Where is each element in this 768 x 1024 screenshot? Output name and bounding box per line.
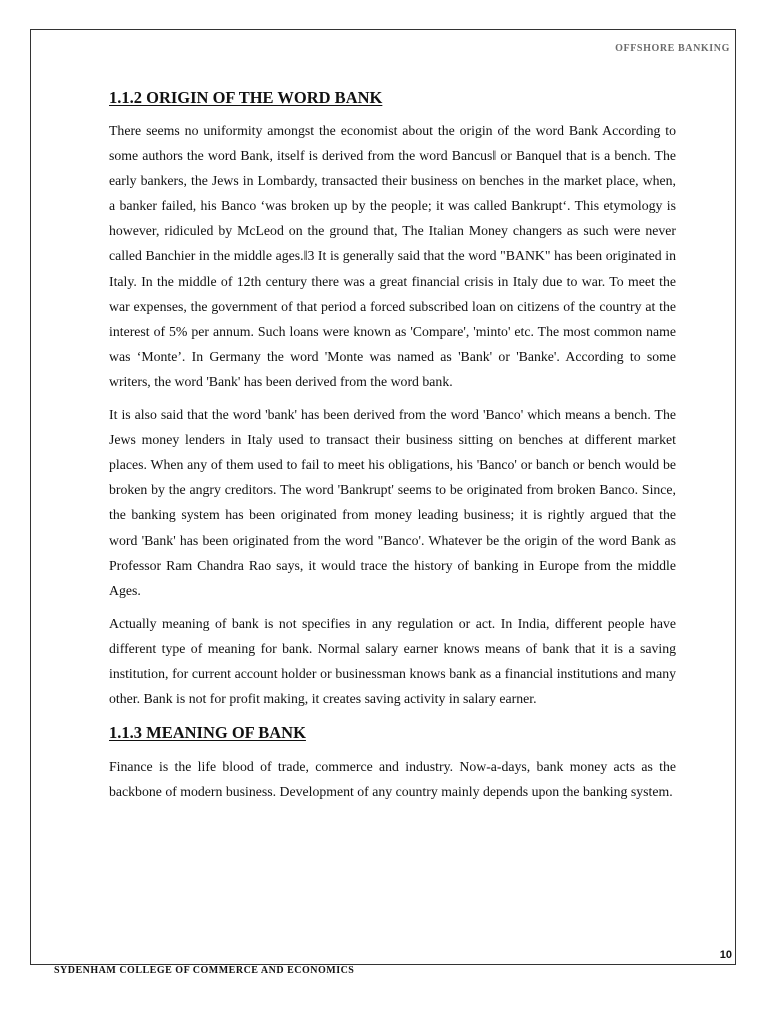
paragraph-origin-2: It is also said that the word 'bank' has been derived from the word 'Banco' which means a bench. The Jews money lenders in Italy used to transact their business sitting on benches at different market places. When any of them used to fail to meet his obligations, his 'Banco' or banch or bench would be broken by the angry creditors. The word 'Bankrupt' seems to be originated from broken Banco. Since, the banking system has been originated from money leading business; it is rightly argued that the word 'Bank' has been originated from the word "Banco'. Whatever be the origin of the word Bank as Professor Ram Chandra Rao says, it would trace the history of banking in Europe from the middle Ages.	[109, 407, 676, 598]
running-header: OFFSHORE BANKING	[615, 43, 730, 54]
paragraph-meaning-1: Finance is the life blood of trade, commerce and industry. Now-a-days, bank money acts as the backbone of modern business. Development of any country mainly depends upon the banking system.	[109, 759, 676, 800]
footer-institution: SYDENHAM COLLEGE OF COMMERCE AND ECONOMICS	[54, 965, 355, 976]
paragraph-origin-3: Actually meaning of bank is not specifies in any regulation or act. In India, different people have different type of meaning for bank. Normal salary earner knows means of bank that it is a saving institution, for current account holder or businessman knows bank as a financial institutions and many other. Bank is not for profit making, it creates saving activity in salary earner.	[109, 615, 676, 707]
paragraph-origin-1: There seems no uniformity amongst the economist about the origin of the word Bank According to some authors the word Bank, itself is derived from the word Bancus‖ or Banque‖ that is a bench. The early bankers, the Jews in Lombardy, transacted their business on benches in the market place, when, a banker failed, his Banco ‘was broken up by the people; it was called Bankrupt‘. This etymology is however, ridiculed by McLeod on the ground that, The Italian Money changers as such were never called Banchier in the middle ages.‖3 It is generally said that the word "BANK" has been originated in Italy. In the middle of 12th century there was a great financial crisis in Italy due to war. To meet the war expenses, the government of that period a forced subscribed loan on citizens of the country at the interest of 5% per annum. Such loans were known as 'Compare', 'minto' etc. The most common name was ‘Monte’. In Germany the word 'Monte was named as 'Bank' or 'Banke'. According to some writers, the word 'Bank' has been derived from the word bank.	[109, 123, 676, 389]
document-body	[109, 84, 676, 812]
section-heading-meaning: 1.1.3 MEANING OF BANK	[109, 723, 306, 743]
page-number: 10	[719, 949, 732, 961]
section-heading-origin: 1.1.2 ORIGIN OF THE WORD BANK	[109, 88, 383, 107]
